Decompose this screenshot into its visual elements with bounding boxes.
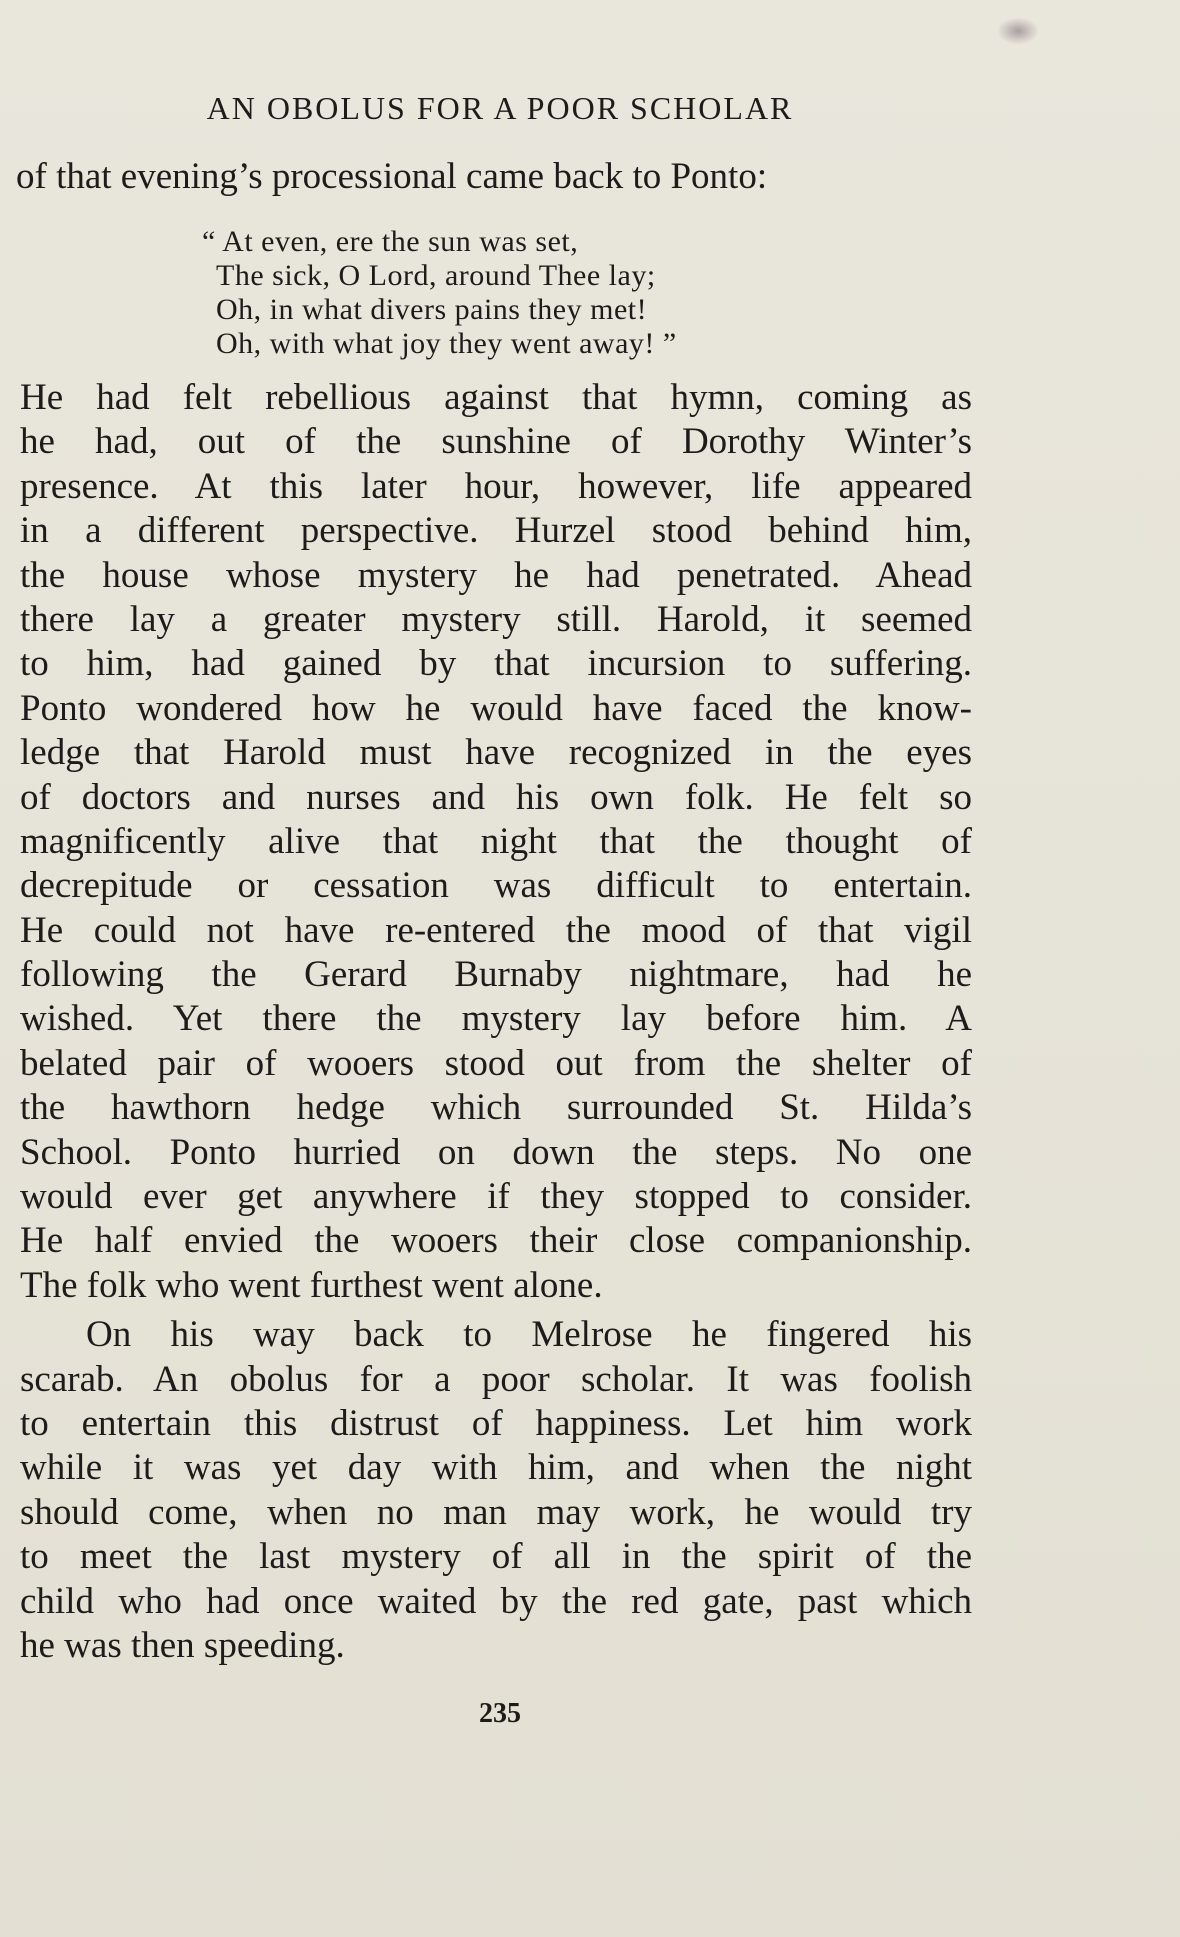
text-line: decrepitude or cessation was difficult to entertain.	[20, 865, 972, 907]
text-line: belated pair of wooers stood out from the shelter of	[20, 1042, 972, 1084]
page-number: 235	[479, 1698, 521, 1729]
text-line: the hawthorn hedge which surrounded St. Hilda’s	[20, 1087, 972, 1129]
text-line: of doctors and nurses and his own folk. He felt so	[20, 776, 972, 818]
paragraph-1	[20, 376, 972, 1308]
text-line: in a different perspective. Hurzel stood behind him,	[20, 510, 972, 552]
text-line: magnificently alive that night that the thought of	[20, 820, 972, 862]
verse-line: “ At even, ere the sun was set,	[202, 225, 579, 258]
verse-line: Oh, in what divers pains they met!	[216, 293, 648, 326]
text-line: to entertain this distrust of happiness. Let him work	[20, 1402, 972, 1444]
text-line: On his way back to Melrose he fingered his	[86, 1314, 972, 1356]
verse-line: The sick, O Lord, around Thee lay;	[216, 259, 656, 292]
text-line: there lay a greater mystery still. Harold, it seemed	[20, 598, 972, 640]
text-line: following the Gerard Burnaby nightmare, had he	[20, 954, 972, 996]
text-line: He half envied the wooers their close companionship.	[20, 1220, 972, 1262]
ink-smudge	[998, 18, 1038, 44]
hymn-verse	[202, 225, 677, 361]
verse-line: Oh, with what joy they went away! ”	[216, 327, 677, 360]
text-line: ledge that Harold must have recognized in the eyes	[20, 732, 972, 774]
text-line: would ever get anywhere if they stopped to consider.	[20, 1176, 972, 1218]
text-line: presence. At this later hour, however, life appeared	[20, 465, 972, 507]
text-line: he was then speeding.	[20, 1624, 345, 1666]
text-line: he had, out of the sunshine of Dorothy Winter’s	[20, 421, 972, 463]
text-line: should come, when no man may work, he would try	[20, 1491, 972, 1533]
text-line: He had felt rebellious against that hymn, coming as	[20, 377, 972, 418]
text-line: child who had once waited by the red gate, past which	[20, 1580, 972, 1622]
text-line: to him, had gained by that incursion to suffering.	[20, 643, 972, 685]
text-line: to meet the last mystery of all in the spirit of the	[20, 1536, 972, 1578]
text-line: the house whose mystery he had penetrated. Ahead	[20, 554, 972, 596]
paragraph-2	[20, 1313, 972, 1668]
text-line: scarab. An obolus for a poor scholar. It was foolish	[20, 1358, 972, 1400]
intro-line: of that evening’s processional came back to Ponto:	[16, 156, 768, 197]
running-head: AN OBOLUS FOR A POOR SCHOLAR	[206, 90, 794, 126]
text-line: while it was yet day with him, and when the night	[20, 1447, 972, 1489]
text-line: wished. Yet there the mystery lay before him. A	[20, 998, 972, 1040]
text-line: School. Ponto hurried on down the steps. No one	[20, 1131, 972, 1173]
body-text	[20, 376, 972, 1668]
text-line: Ponto wondered how he would have faced the know-	[20, 687, 972, 729]
text-line: He could not have re-entered the mood of that vigil	[20, 909, 972, 951]
text-line: The folk who went furthest went alone.	[20, 1264, 603, 1306]
